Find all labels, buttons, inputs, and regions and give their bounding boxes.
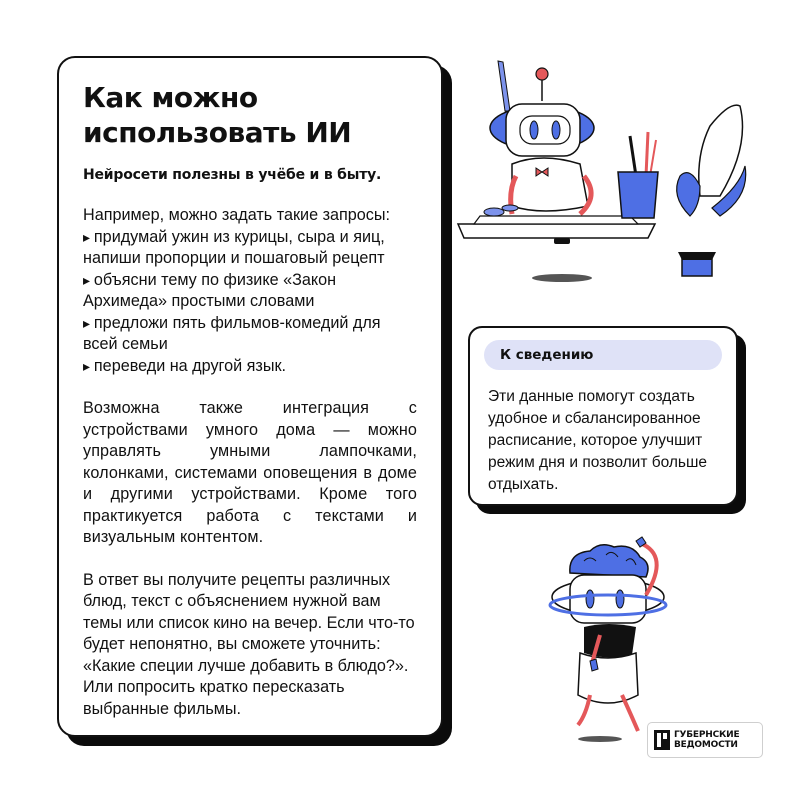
newspaper-logo-icon — [654, 728, 670, 752]
request-item: ▸ предложи пять фильмов-комедий для всей семьи — [83, 313, 417, 356]
article-subtitle: Нейросети полезны в учёбе и в быту. — [83, 167, 382, 183]
requests-block — [83, 205, 417, 377]
result-paragraph: В ответ вы получите рецепты различных блюд, текст с объяснением нужной вам темы или список кино на вечер. Если что-то будет непонятно, вы сможете уточнить: «Какие специи лучше добавить в блюдо?». Или попросить кратко пересказать выбранные фильмы. — [83, 570, 415, 718]
pencil-cup-icon — [618, 132, 658, 218]
requests-intro: Например, можно задать такие запросы: — [83, 206, 390, 224]
info-text: Эти данные помогут создать удобное и сбалансированное расписание, которое улучшит режим дня и позволит больше отдыхать. — [488, 388, 708, 493]
integration-paragraph: Возможна также интеграция с устройствами умного дома — можно управлять умными лампочками, колонками, системами оповещения в доме и другими устройствами. Кроме того практикуется работа с текстами и визуальным контентом. — [83, 399, 417, 546]
publisher-logo — [647, 722, 763, 758]
robot-thinking-illustration — [540, 535, 680, 745]
info-heading: К сведению — [484, 340, 722, 370]
logo-text — [674, 730, 739, 750]
logo-line-2: ВЕДОМОСТИ — [674, 740, 738, 750]
request-item: ▸ переведи на другой язык. — [83, 356, 417, 378]
article-card — [57, 56, 443, 737]
robot-writing-illustration — [450, 56, 750, 286]
title-line-2: использовать ИИ — [83, 116, 352, 149]
logo-line-1: ГУБЕРНСКИЕ — [674, 730, 740, 740]
request-item: ▸ объясни тему по физике «Закон Архимеда» простыми словами — [83, 270, 417, 313]
title-line-1: Как можно — [83, 81, 258, 114]
request-item: ▸ придумай ужин из курицы, сыра и яиц, напиши пропорции и пошаговый рецепт — [83, 227, 417, 270]
quill-inkwell-icon — [677, 105, 746, 276]
article-title — [83, 80, 417, 150]
info-card — [468, 326, 738, 506]
